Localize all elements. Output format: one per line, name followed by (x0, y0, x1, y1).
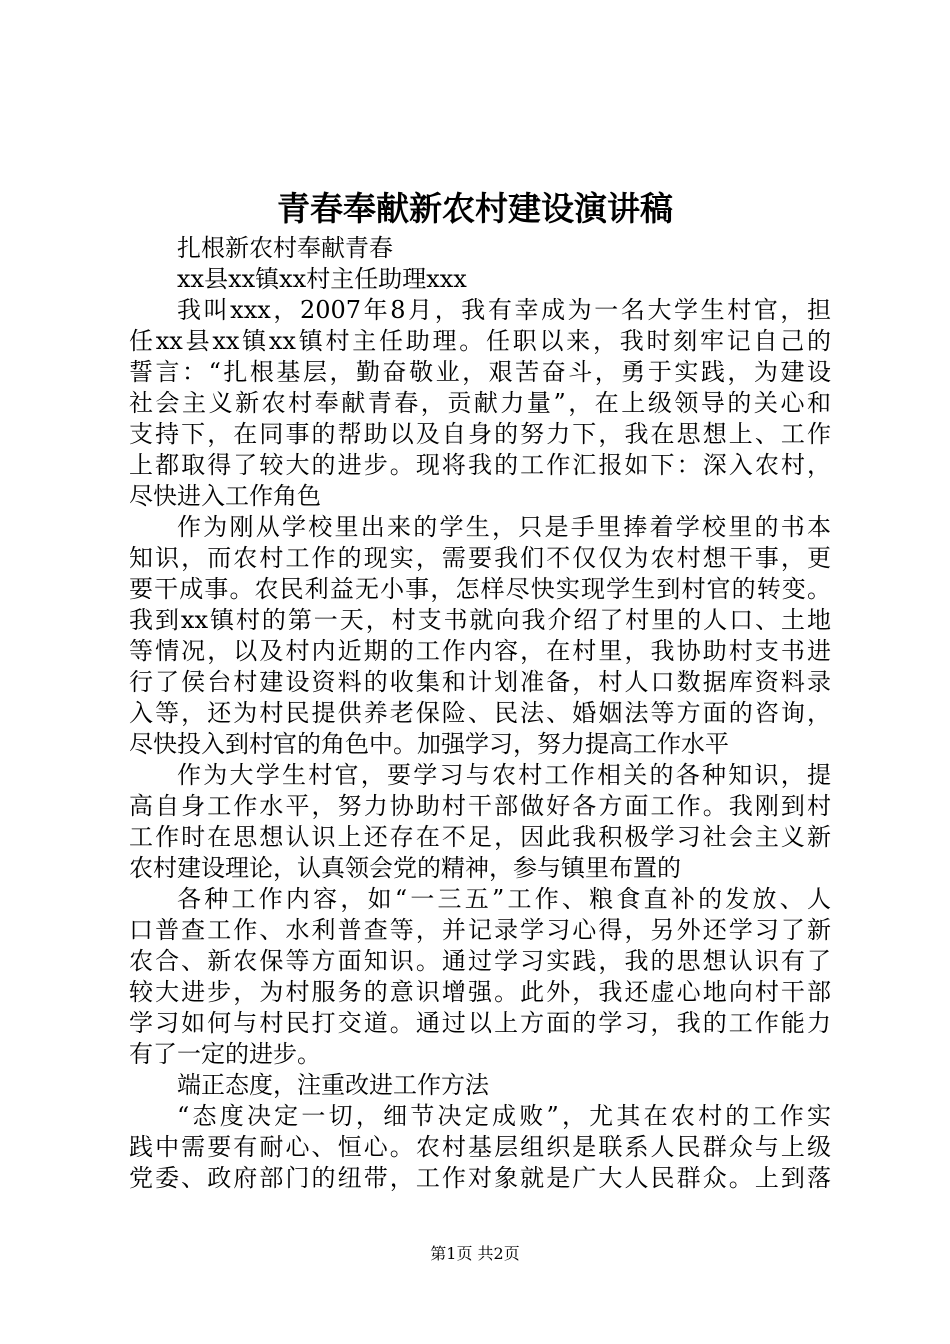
text-line: 较大进步，为村服务的意识增强。此外，我还虚心地向村干部 (129, 978, 831, 1006)
text-line: 高自身工作水平，努力协助村干部做好各方面工作。我刚到村 (129, 792, 831, 820)
document-body (129, 233, 831, 1194)
text-line: 社会主义新农村奉献青春，贡献力量”，在上级领导的关心和 (129, 389, 831, 417)
text-line: 各种工作内容，如“一三五”工作、粮食直补的发放、人 (177, 885, 831, 913)
text-line: 我到xx镇村的第一天，村支书就向我介绍了村里的人口、土地 (129, 606, 831, 634)
text-line: 知识，而农村工作的现实，需要我们不仅仅为农村想干事，更 (129, 544, 831, 572)
text-line: 任xx县xx镇xx镇村主任助理。任职以来，我时刻牢记自己的 (129, 327, 831, 355)
text-line: 口普查工作、水利普查等，并记录学习心得，另外还学习了新 (129, 916, 831, 944)
text-line: 有了一定的进步。 (129, 1040, 321, 1068)
text-line: 践中需要有耐心、恒心。农村基层组织是联系人民群众与上级 (129, 1133, 831, 1161)
text-line: 行了侯台村建设资料的收集和计划准备，村人口数据库资料录 (129, 668, 831, 696)
text-line: xx县xx镇xx村主任助理xxx (177, 265, 467, 293)
text-line: 尽快进入工作角色 (129, 482, 321, 510)
page-footer: 第1页 共2页 (430, 1244, 520, 1263)
text-line: 等情况，以及村内近期的工作内容，在村里，我协助村支书进 (129, 637, 831, 665)
text-line: 端正态度，注重改进工作方法 (177, 1071, 489, 1099)
text-line: 工作时在思想认识上还存在不足，因此我积极学习社会主义新 (129, 823, 831, 851)
text-line: “态度决定一切，细节决定成败”，尤其在农村的工作实 (177, 1102, 831, 1130)
text-line: 党委、政府部门的纽带，工作对象就是广大人民群众。上到落 (129, 1164, 831, 1192)
text-line: 誓言：“扎根基层，勤奋敬业，艰苦奋斗，勇于实践，为建设 (129, 358, 831, 386)
text-line: 学习如何与村民打交道。通过以上方面的学习，我的工作能力 (129, 1009, 831, 1037)
text-line: 我叫xxx，2007年8月，我有幸成为一名大学生村官，担 (177, 296, 831, 324)
document-title: 青春奉献新农村建设演讲稿 (277, 189, 673, 228)
text-line: 入等，还为村民提供养老保险、民法、婚姻法等方面的咨询， (129, 699, 831, 727)
text-line: 扎根新农村奉献青春 (177, 234, 393, 262)
text-line: 农合、新农保等方面知识。通过学习实践，我的思想认识有了 (129, 947, 831, 975)
text-line: 支持下，在同事的帮助以及自身的努力下，我在思想上、工作 (129, 420, 831, 448)
text-line: 作为刚从学校里出来的学生，只是手里捧着学校里的书本 (177, 513, 831, 541)
text-line: 农村建设理论，认真领会党的精神，参与镇里布置的 (129, 854, 681, 882)
text-line: 尽快投入到村官的角色中。加强学习，努力提高工作水平 (129, 730, 729, 758)
text-line: 作为大学生村官，要学习与农村工作相关的各种知识，提 (177, 761, 831, 789)
text-line: 要干成事。农民利益无小事，怎样尽快实现学生到村官的转变。 (129, 575, 831, 603)
text-line: 上都取得了较大的进步。现将我的工作汇报如下：深入农村， (129, 451, 831, 479)
